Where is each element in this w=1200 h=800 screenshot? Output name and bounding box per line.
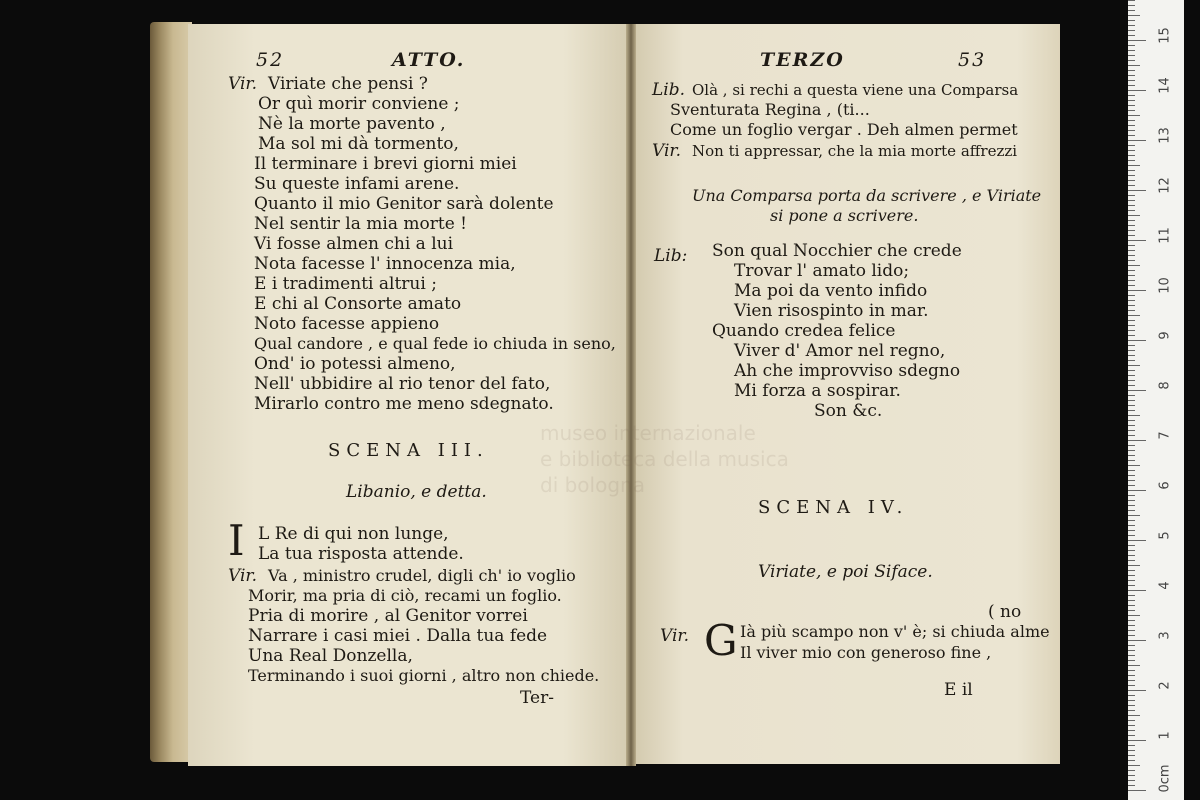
speaker: Vir. [652,141,682,161]
verse-line: Va , ministro crudel, digli ch' io voglio [268,566,576,585]
ruler-tick [1128,780,1135,781]
ruler-tick [1128,525,1135,526]
ruler-label: 13 [1157,127,1173,144]
ruler-tick [1128,160,1135,161]
ruler-tick [1128,335,1135,336]
ruler-tick [1128,370,1135,371]
ruler-tick [1128,275,1135,276]
ruler-tick [1128,615,1140,616]
ruler-label: 8 [1157,381,1173,390]
ruler-tick [1128,520,1135,521]
verse-line: Ond' io potessi almeno, [254,354,456,374]
ruler-tick [1128,705,1135,706]
ruler-tick [1128,655,1135,656]
ruler-tick [1128,720,1135,721]
ruler-label: 6 [1157,481,1173,490]
ruler-tick [1128,460,1135,461]
ruler-tick [1128,95,1135,96]
ruler-tick [1128,330,1135,331]
ruler-tick [1128,445,1135,446]
ruler-tick [1128,265,1140,266]
ruler-tick [1128,155,1135,156]
left-page-number: 52 [256,49,285,71]
speaker: Vir. [660,626,690,646]
ruler-tick [1128,40,1146,41]
drop-initial: G [704,616,738,665]
ruler-tick [1128,120,1135,121]
ruler-tick [1128,260,1135,261]
ruler-tick [1128,200,1135,201]
ruler-label: 5 [1157,531,1173,540]
verse-line: Morir, ma pria di ciò, recami un foglio. [248,586,562,605]
ruler-label: 1 [1157,731,1173,740]
ruler-tick [1128,385,1135,386]
ruler-tick [1128,590,1146,591]
ruler-tick [1128,225,1135,226]
speaker: Lib: [654,246,688,266]
ruler-tick [1128,485,1135,486]
ruler-label: 2 [1157,681,1173,690]
ruler-tick [1128,605,1135,606]
ruler-tick [1128,565,1140,566]
ruler-tick [1128,300,1135,301]
watermark-line: e biblioteca della musica [540,447,789,471]
ruler-tick [1128,700,1135,701]
ruler-tick [1128,245,1135,246]
verse-line: Ma sol mi dà tormento, [258,134,459,154]
ruler-tick [1128,630,1135,631]
ruler-tick [1128,325,1135,326]
ruler-tick [1128,175,1135,176]
ruler-tick [1128,495,1135,496]
ruler-tick [1128,380,1135,381]
verse-line: Una Real Donzella, [248,646,413,666]
measurement-ruler [1128,0,1184,800]
ruler-tick [1128,305,1135,306]
ruler-tick [1128,675,1135,676]
ruler-tick [1128,270,1135,271]
aria-line: Mi forza a sospirar. [734,381,901,401]
ruler-tick [1128,185,1135,186]
ruler-tick [1128,670,1135,671]
aria-line: Trovar l' amato lido; [734,261,910,281]
verse-line: La tua risposta attende. [258,544,464,564]
ruler-tick [1128,515,1140,516]
ruler-tick [1128,5,1135,6]
catchword: E il [944,680,973,700]
page-edges [150,22,192,762]
ruler-tick [1128,85,1135,86]
verse-line: Noto facesse appieno [254,314,440,334]
ruler-tick [1128,740,1146,741]
verse-line: Viriate che pensi ? [268,74,428,94]
watermark-line: di bologna [540,473,645,497]
ruler-tick [1128,500,1135,501]
watermark-line: museo internazionale [540,421,756,445]
ruler-tick [1128,625,1135,626]
ruler-tick [1128,145,1135,146]
ruler-tick [1128,125,1135,126]
ruler-tick [1128,645,1135,646]
verse-line: Nota facesse l' innocenza mia, [254,254,516,274]
ruler-tick [1128,80,1135,81]
ruler-tick [1128,725,1135,726]
ruler-tick [1128,130,1135,131]
ruler-tick [1128,390,1146,391]
ruler-label: 12 [1157,177,1173,194]
ruler-tick [1128,665,1140,666]
verse-line: E chi al Consorte amato [254,294,462,314]
ruler-tick [1128,570,1135,571]
library-watermark [540,420,789,498]
ruler-tick [1128,690,1146,691]
ruler-tick [1128,695,1135,696]
ruler-tick [1128,600,1135,601]
catchword: Ter- [520,688,554,708]
aria-line: Ah che improvviso sdegno [734,361,961,381]
ruler-tick [1128,165,1140,166]
aria-line: Son &c. [814,401,883,421]
ruler-tick [1128,235,1135,236]
ruler-tick [1128,415,1140,416]
right-page-number: 53 [958,49,987,71]
ruler-tick [1128,555,1135,556]
ruler-tick [1128,25,1135,26]
aria-line: Vien risospinto in mar. [734,301,929,321]
ruler-tick [1128,635,1135,636]
ruler-tick [1128,405,1135,406]
ruler-tick [1128,465,1140,466]
ruler-tick [1128,140,1146,141]
verse-line: Qual candore , e qual fede io chiuda in seno, [254,334,616,353]
ruler-tick [1128,280,1135,281]
verse-line: Terminando i suoi giorni , altro non chiede. [248,666,600,685]
ruler-tick [1128,435,1135,436]
ruler-tick [1128,375,1135,376]
ruler-tick [1128,110,1135,111]
ruler-tick [1128,115,1140,116]
verse-line: Nè la morte pavento , [258,114,446,134]
scene-characters: Viriate, e poi Siface. [758,562,933,582]
ruler-tick [1128,210,1135,211]
verse-line: Ià più scampo non v' è; si chiuda alme [740,622,1050,641]
verse-line: Su queste infami arene. [254,174,460,194]
ruler-tick [1128,180,1135,181]
ruler-tick [1128,430,1135,431]
ruler-tick [1128,595,1135,596]
ruler-tick [1128,360,1135,361]
ruler-tick [1128,510,1135,511]
ruler-tick [1128,550,1135,551]
ruler-tick [1128,535,1135,536]
ruler-tick [1128,395,1135,396]
ruler-tick [1128,770,1135,771]
ruler-tick [1128,580,1135,581]
verse-line: Quanto il mio Genitor sarà dolente [254,194,554,214]
stage-direction: si pone a scrivere. [770,206,919,225]
ruler-label: 0cm [1157,764,1173,793]
ruler-tick [1128,0,1135,1]
ruler-tick [1128,685,1135,686]
ruler-tick [1128,425,1135,426]
ruler-tick [1128,30,1135,31]
ruler-tick [1128,745,1135,746]
ruler-tick [1128,90,1146,91]
ruler-tick [1128,35,1135,36]
ruler-tick [1128,545,1135,546]
verse-line: Sventurata Regina , (ti... [670,100,870,119]
ruler-tick [1128,765,1140,766]
ruler-tick [1128,50,1135,51]
ruler-tick [1128,530,1135,531]
ruler-tick [1128,710,1135,711]
ruler-tick [1128,470,1135,471]
ruler-tick [1128,205,1135,206]
ruler-tick [1128,450,1135,451]
ruler-tick [1128,640,1146,641]
aria-line: Ma poi da vento infido [734,281,928,301]
ruler-tick [1128,105,1135,106]
ruler-label: 7 [1157,431,1173,440]
ruler-tick [1128,240,1146,241]
speaker: Vir. [228,566,258,586]
ruler-tick [1128,230,1135,231]
verse-line: Or quì morir conviene ; [258,94,460,114]
ruler-tick [1128,400,1135,401]
ruler-tick [1128,15,1140,16]
ruler-tick [1128,65,1140,66]
ruler-tick [1128,560,1135,561]
ruler-tick [1128,410,1135,411]
ruler-tick [1128,10,1135,11]
ruler-tick [1128,650,1135,651]
ruler-tick [1128,440,1146,441]
ruler-tick [1128,195,1135,196]
ruler-tick [1128,290,1146,291]
ruler-tick [1128,775,1135,776]
verse-line: Narrare i casi miei . Dalla tua fede [248,626,548,646]
verse-line: Nell' ubbidire al rio tenor del fato, [254,374,551,394]
ruler-tick [1128,575,1135,576]
ruler-label: 15 [1157,27,1173,44]
right-running-head: TERZO [760,49,845,71]
ruler-tick [1128,55,1135,56]
ruler-tick [1128,295,1135,296]
stage-direction: Una Comparsa porta da scrivere , e Viriate [692,186,1042,205]
aria-line: Quando credea felice [712,321,896,341]
ruler-tick [1128,750,1135,751]
ruler-tick [1128,320,1135,321]
verse-line: E i tradimenti altrui ; [254,274,437,294]
ruler-tick [1128,730,1135,731]
verse-line: L Re di qui non lunge, [258,524,449,544]
ruler-tick [1128,760,1135,761]
ruler-tick [1128,190,1146,191]
verse-line: Mirarlo contro me meno sdegnato. [254,394,554,414]
ruler-tick [1128,680,1135,681]
ruler-tick [1128,610,1135,611]
verse-line: Olà , si rechi a questa viene una Comparsa [692,81,1019,99]
ruler-tick [1128,480,1135,481]
speaker: Vir. [228,74,258,94]
ruler-tick [1128,540,1146,541]
ruler-label: 10 [1157,277,1173,294]
verse-overflow: ( no [988,602,1022,622]
ruler-tick [1128,100,1135,101]
ruler-tick [1128,220,1135,221]
ruler-tick [1128,755,1135,756]
ruler-tick [1128,170,1135,171]
verse-line: Non ti appressar, che la mia morte affrezzi [692,142,1018,160]
ruler-tick [1128,45,1135,46]
ruler-tick [1128,255,1135,256]
scene-title: SCENA III. [328,440,489,461]
ruler-tick [1128,345,1135,346]
ruler-tick [1128,250,1135,251]
ruler-label: 11 [1157,227,1173,244]
left-running-head: ATTO. [392,49,466,71]
ruler-label: 14 [1157,77,1173,94]
verse-line: Il viver mio con generoso fine , [740,643,992,662]
ruler-tick [1128,150,1135,151]
ruler-tick [1128,60,1135,61]
verse-line: Nel sentir la mia morte ! [254,214,467,234]
ruler-tick [1128,310,1135,311]
ruler-tick [1128,790,1146,791]
ruler-tick [1128,455,1135,456]
ruler-tick [1128,490,1146,491]
ruler-label: 9 [1157,331,1173,340]
scene-title: SCENA IV. [758,497,909,518]
ruler-tick [1128,20,1135,21]
ruler-tick [1128,285,1135,286]
ruler-label: 4 [1157,581,1173,590]
ruler-tick [1128,75,1135,76]
ruler-tick [1128,365,1140,366]
ruler-tick [1128,315,1140,316]
verse-line: Il terminare i brevi giorni miei [254,154,517,174]
ruler-tick [1128,785,1135,786]
scene-characters: Libanio, e detta. [346,482,487,502]
ruler-tick [1128,475,1135,476]
drop-initial: I [228,516,245,565]
aria-line: Son qual Nocchier che crede [712,241,962,261]
ruler-tick [1128,715,1140,716]
ruler-tick [1128,135,1135,136]
ruler-tick [1128,505,1135,506]
speaker: Lib. [652,80,686,100]
ruler-tick [1128,340,1146,341]
ruler-tick [1128,350,1135,351]
aria-line: Viver d' Amor nel regno, [734,341,946,361]
verse-line: Pria di morire , al Genitor vorrei [248,606,528,626]
verse-line: Vi fosse almen chi a lui [254,234,454,254]
book-gutter [626,24,636,766]
ruler-tick [1128,355,1135,356]
ruler-tick [1128,660,1135,661]
ruler-tick [1128,70,1135,71]
ruler-tick [1128,420,1135,421]
ruler-tick [1128,620,1135,621]
verse-line: Come un foglio vergar . Deh almen permet [670,120,1018,139]
ruler-tick [1128,215,1140,216]
ruler-label: 3 [1157,631,1173,640]
ruler-tick [1128,735,1135,736]
ruler-tick [1128,585,1135,586]
